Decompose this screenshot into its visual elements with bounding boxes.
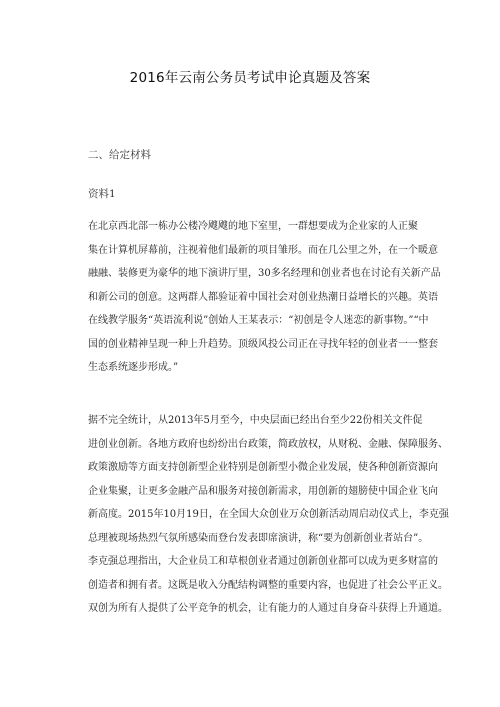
paragraph-line: 总理被现场热烈气氛所感染而登台发表即席演讲，称“要为创新创业者站台”。 — [88, 532, 429, 544]
section-heading: 二、给定材料 — [88, 149, 151, 161]
paragraph-line: 进创业创新。各地方政府也纷纷出台政策，简政放权，从财税、金融、保障服务、 — [88, 438, 448, 450]
paragraph-line: 在线教学服务“英语流利说”创始人王某表示：“初创是令人迷恋的新事物。”“中 — [88, 315, 429, 326]
material-label: 资料1 — [88, 188, 116, 200]
paragraph-2 — [88, 409, 449, 621]
paragraph-1 — [88, 215, 441, 380]
paragraph-line: 和新公司的创意。这两群人都验证着中国社会对创业热潮日益增长的兴趣。英语 — [88, 291, 438, 303]
paragraph-line: 新高度。2015年10月19日，在全国大众创业万众创新活动周启动仪式上，李克强 — [88, 509, 449, 520]
paragraph-line: 创造者和拥有者。这既是收入分配结构调整的重要内容，也促进了社会公平正义。 — [88, 579, 448, 591]
paragraph-line: 双创为所有人提供了公平竞争的机会，让有能力的人通过自身奋斗获得上升通道。 — [88, 603, 448, 614]
paragraph-line: 融融、装修更为豪华的地下演讲厅里，30多名经理和创业者也在讨论有关新产品 — [88, 268, 441, 279]
paragraph-line: 国的创业精神呈现一种上升趋势。顶级风投公司正在寻找年轻的创业者一一整套 — [88, 338, 438, 350]
paragraph-line: 据不完全统计，从2013年5月至今，中央层面已经出台至少22份相关文件促 — [88, 415, 423, 426]
paragraph-line: 企业集聚，让更多金融产品和服务对接创新需求，用创新的翅膀使中国企业飞向 — [88, 485, 438, 497]
paragraph-line: 在北京西北部一栋办公楼冷飕飕的地下室里，一群想要成为企业家的人正聚 — [88, 221, 418, 232]
paragraph-line: 李克强总理指出，大企业员工和草根创业者通过创新创业都可以成为更多财富的 — [88, 556, 438, 567]
paragraph-line: 生态系统逐步形成。” — [88, 362, 179, 373]
paragraph-line: 集在计算机屏幕前，注视着他们最新的项目雏形。而在几公里之外，在一个暖意 — [88, 244, 438, 256]
paragraph-line: 政策激励等方面支持创新型企业特别是创新型小微企业发展，使各种创新资源向 — [88, 462, 438, 473]
document-title: 2016年云南公务员考试申论真题及答案 — [129, 70, 371, 86]
